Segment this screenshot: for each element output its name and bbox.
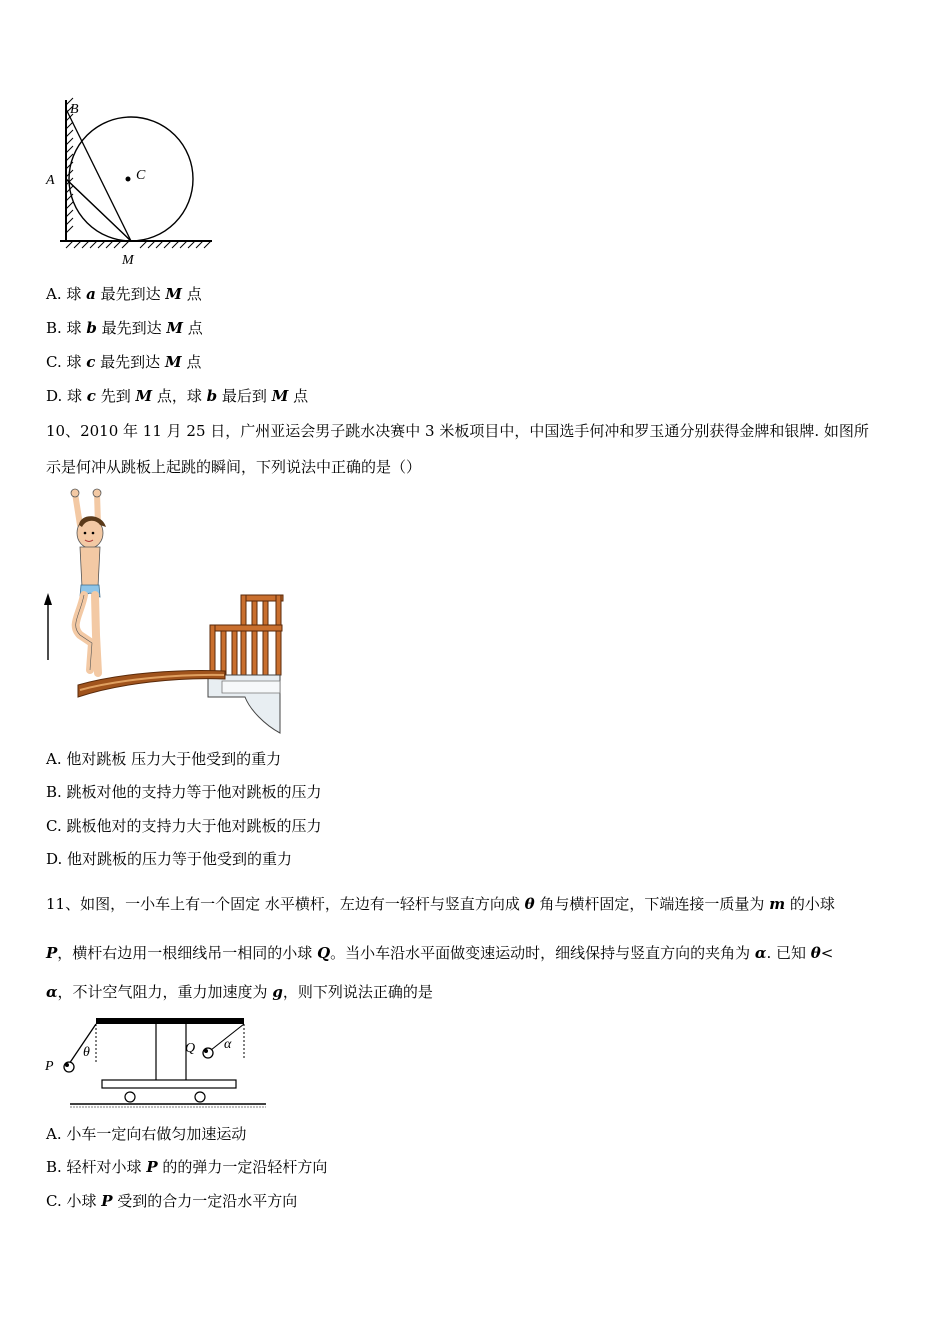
circle-wall-figure (40, 95, 230, 270)
q11-option-c: C. 小球 P 受到的合力一定沿水平方向 (46, 1192, 298, 1210)
fig-label-q: Q (185, 1041, 196, 1056)
q10-option-c: C. 跳板他对的支持力大于他对跳板的压力 (46, 817, 322, 835)
q10-stem-line1: 10、2010 年 11 月 25 日，广州亚运会男子跳水决赛中 3 米板项目中，中国选手何冲和罗玉通分别获得金牌和银牌. 如图所 (46, 422, 869, 440)
label-m: M (122, 253, 134, 268)
q10-stem-line2: 示是何冲从跳板上起跳的瞬间，下列说法中正确的是（） (46, 458, 422, 476)
q9-option-d: D. 球 c 先到 M 点，球 b 最后到 M 点 (46, 387, 309, 405)
fig-label-alpha: α (224, 1037, 232, 1052)
q11-stem-line1: 11、如图，一小车上有一个固定 水平横杆，左边有一轻杆与竖直方向成 θ 角与横杆固定，下端连接一质量为 m 的小球 (46, 895, 835, 913)
q11-stem-line3: α，不计空气阻力，重力加速度为 g，则下列说法正确的是 (46, 983, 433, 1001)
q10-option-a: A. 他对跳板 压力大于他受到的重力 (46, 750, 282, 768)
label-b: B (70, 102, 79, 117)
fig-label-theta: θ (83, 1045, 90, 1060)
q11-option-a: A. 小车一定向右做匀加速运动 (46, 1125, 247, 1143)
q11-stem-line2: P，横杆右边用一根细线吊一相同的小球 Q。当小车沿水平面做变速运动时，细线保持与竖直方向的夹角为 α. 已知 θ< (46, 944, 834, 962)
label-c: C (136, 168, 146, 183)
q9-option-a: A. 球 a 最先到达 M 点 (46, 285, 202, 303)
fig-label-p: P (45, 1059, 54, 1074)
label-a: A (46, 173, 55, 188)
q9-option-c: C. 球 c 最先到达 M 点 (46, 353, 202, 371)
q10-option-b: B. 跳板对他的支持力等于他对跳板的压力 (46, 783, 322, 801)
q9-option-b: B. 球 b 最先到达 M 点 (46, 319, 203, 337)
q11-option-b: B. 轻杆对小球 P 的的弹力一定沿轻杆方向 (46, 1158, 328, 1176)
cart-figure (40, 1012, 280, 1112)
diver-springboard-figure (40, 485, 290, 735)
q10-option-d: D. 他对跳板的压力等于他受到的重力 (46, 850, 293, 868)
